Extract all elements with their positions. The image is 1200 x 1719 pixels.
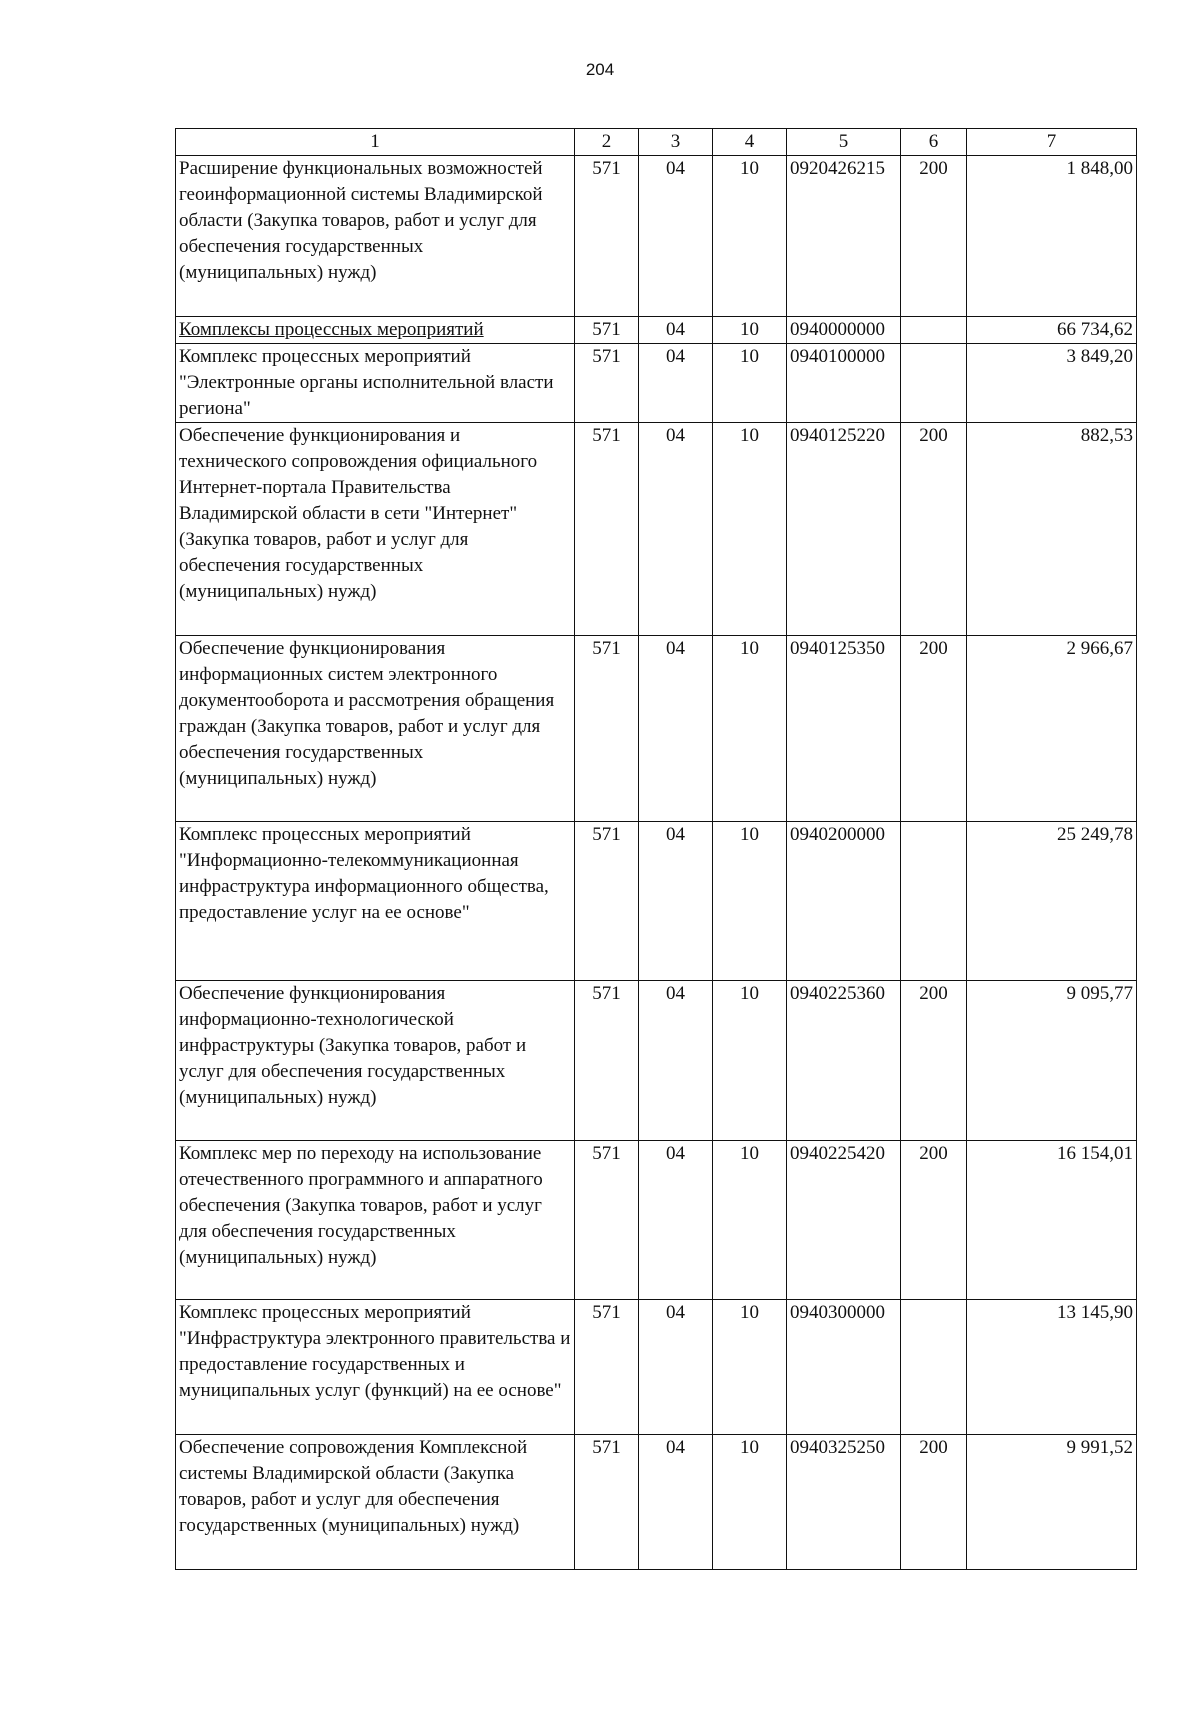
table-row — [176, 317, 1137, 344]
column-header-4: 4 — [713, 129, 787, 156]
cell-col3: 04 — [639, 317, 713, 344]
cell-col3: 04 — [639, 1435, 713, 1570]
cell-col7: 16 154,01 — [967, 1141, 1137, 1300]
cell-col6 — [901, 822, 967, 981]
cell-col4: 10 — [713, 1300, 787, 1435]
header-row — [176, 129, 1137, 156]
column-header-3: 3 — [639, 129, 713, 156]
cell-col2: 571 — [575, 156, 639, 317]
row-name: Комплекс мер по переходу на использование отечественного программного и аппаратного обеспечения (Закупка товаров, работ и услуг для обеспечения государственных (муниципальных) нужд) — [176, 1141, 575, 1300]
column-header-7: 7 — [967, 129, 1137, 156]
cell-col3: 04 — [639, 344, 713, 423]
cell-col2: 571 — [575, 317, 639, 344]
cell-col5: 0940000000 — [787, 317, 901, 344]
column-header-6: 6 — [901, 129, 967, 156]
cell-col2: 571 — [575, 1141, 639, 1300]
cell-col3: 04 — [639, 1141, 713, 1300]
table-row — [176, 1300, 1137, 1435]
cell-col2: 571 — [575, 423, 639, 636]
cell-col5: 0940225420 — [787, 1141, 901, 1300]
table-row — [176, 344, 1137, 423]
table-row — [176, 636, 1137, 822]
cell-col3: 04 — [639, 981, 713, 1141]
cell-col4: 10 — [713, 1435, 787, 1570]
cell-col7: 9 991,52 — [967, 1435, 1137, 1570]
cell-col6 — [901, 344, 967, 423]
cell-col3: 04 — [639, 423, 713, 636]
cell-col2: 571 — [575, 636, 639, 822]
cell-col4: 10 — [713, 317, 787, 344]
column-header-5: 5 — [787, 129, 901, 156]
table-row — [176, 423, 1137, 636]
cell-col7: 882,53 — [967, 423, 1137, 636]
cell-col5: 0940125350 — [787, 636, 901, 822]
table-row — [176, 981, 1137, 1141]
cell-col3: 04 — [639, 1300, 713, 1435]
cell-col6: 200 — [901, 1141, 967, 1300]
row-name: Комплексы процессных мероприятий — [176, 317, 575, 344]
cell-col5: 0940300000 — [787, 1300, 901, 1435]
cell-col4: 10 — [713, 636, 787, 822]
cell-col6 — [901, 1300, 967, 1435]
cell-col6: 200 — [901, 636, 967, 822]
cell-col7: 25 249,78 — [967, 822, 1137, 981]
cell-col2: 571 — [575, 981, 639, 1141]
row-name: Расширение функциональных возможностей геоинформационной системы Владимирской области (Закупка товаров, работ и услуг для обеспечения государственных (муниципальных) нужд) — [176, 156, 575, 317]
cell-col2: 571 — [575, 1300, 639, 1435]
cell-col2: 571 — [575, 822, 639, 981]
row-name: Комплекс процессных мероприятий "Инфраструктура электронного правительства и предоставление государственных и муниципальных услуг (функций) на ее основе" — [176, 1300, 575, 1435]
row-name: Обеспечение сопровождения Комплексной системы Владимирской области (Закупка товаров, работ и услуг для обеспечения государственных (муниципальных) нужд) — [176, 1435, 575, 1570]
table-row — [176, 1141, 1137, 1300]
row-name: Обеспечение функционирования и технического сопровождения официального Интернет-портала Правительства Владимирской области в сети "Интернет" (Закупка товаров, работ и услуг для обеспечения государственных (муниципальных) нужд) — [176, 423, 575, 636]
cell-col5: 0940225360 — [787, 981, 901, 1141]
row-name: Обеспечение функционирования информационно-технологической инфраструктуры (Закупка товаров, работ и услуг для обеспечения государственных (муниципальных) нужд) — [176, 981, 575, 1141]
cell-col4: 10 — [713, 1141, 787, 1300]
page-number: 204 — [585, 60, 615, 79]
cell-col5: 0940325250 — [787, 1435, 901, 1570]
table-row — [176, 822, 1137, 981]
cell-col5: 0940125220 — [787, 423, 901, 636]
cell-col7: 66 734,62 — [967, 317, 1137, 344]
row-name: Обеспечение функционирования информационных систем электронного документооборота и рассмотрения обращения граждан (Закупка товаров, работ и услуг для обеспечения государственных (муниципальных) нужд) — [176, 636, 575, 822]
cell-col6 — [901, 317, 967, 344]
cell-col3: 04 — [639, 636, 713, 822]
cell-col2: 571 — [575, 1435, 639, 1570]
table-row — [176, 156, 1137, 317]
column-header-1: 1 — [176, 129, 575, 156]
cell-col7: 13 145,90 — [967, 1300, 1137, 1435]
cell-col4: 10 — [713, 822, 787, 981]
cell-col5: 0940200000 — [787, 822, 901, 981]
cell-col2: 571 — [575, 344, 639, 423]
cell-col7: 9 095,77 — [967, 981, 1137, 1141]
cell-col4: 10 — [713, 981, 787, 1141]
cell-col6: 200 — [901, 423, 967, 636]
cell-col5: 0920426215 — [787, 156, 901, 317]
row-name: Комплекс процессных мероприятий "Информационно-телекоммуникационная инфраструктура информационного общества, предоставление услуг на ее основе" — [176, 822, 575, 981]
cell-col6: 200 — [901, 1435, 967, 1570]
cell-col4: 10 — [713, 344, 787, 423]
table-row — [176, 1435, 1137, 1570]
cell-col6: 200 — [901, 156, 967, 317]
cell-col3: 04 — [639, 156, 713, 317]
budget-table — [175, 128, 1137, 1570]
cell-col7: 2 966,67 — [967, 636, 1137, 822]
column-header-2: 2 — [575, 129, 639, 156]
cell-col7: 1 848,00 — [967, 156, 1137, 317]
cell-col3: 04 — [639, 822, 713, 981]
cell-col7: 3 849,20 — [967, 344, 1137, 423]
cell-col5: 0940100000 — [787, 344, 901, 423]
cell-col4: 10 — [713, 423, 787, 636]
row-name: Комплекс процессных мероприятий "Электронные органы исполнительной власти региона" — [176, 344, 575, 423]
cell-col6: 200 — [901, 981, 967, 1141]
cell-col4: 10 — [713, 156, 787, 317]
